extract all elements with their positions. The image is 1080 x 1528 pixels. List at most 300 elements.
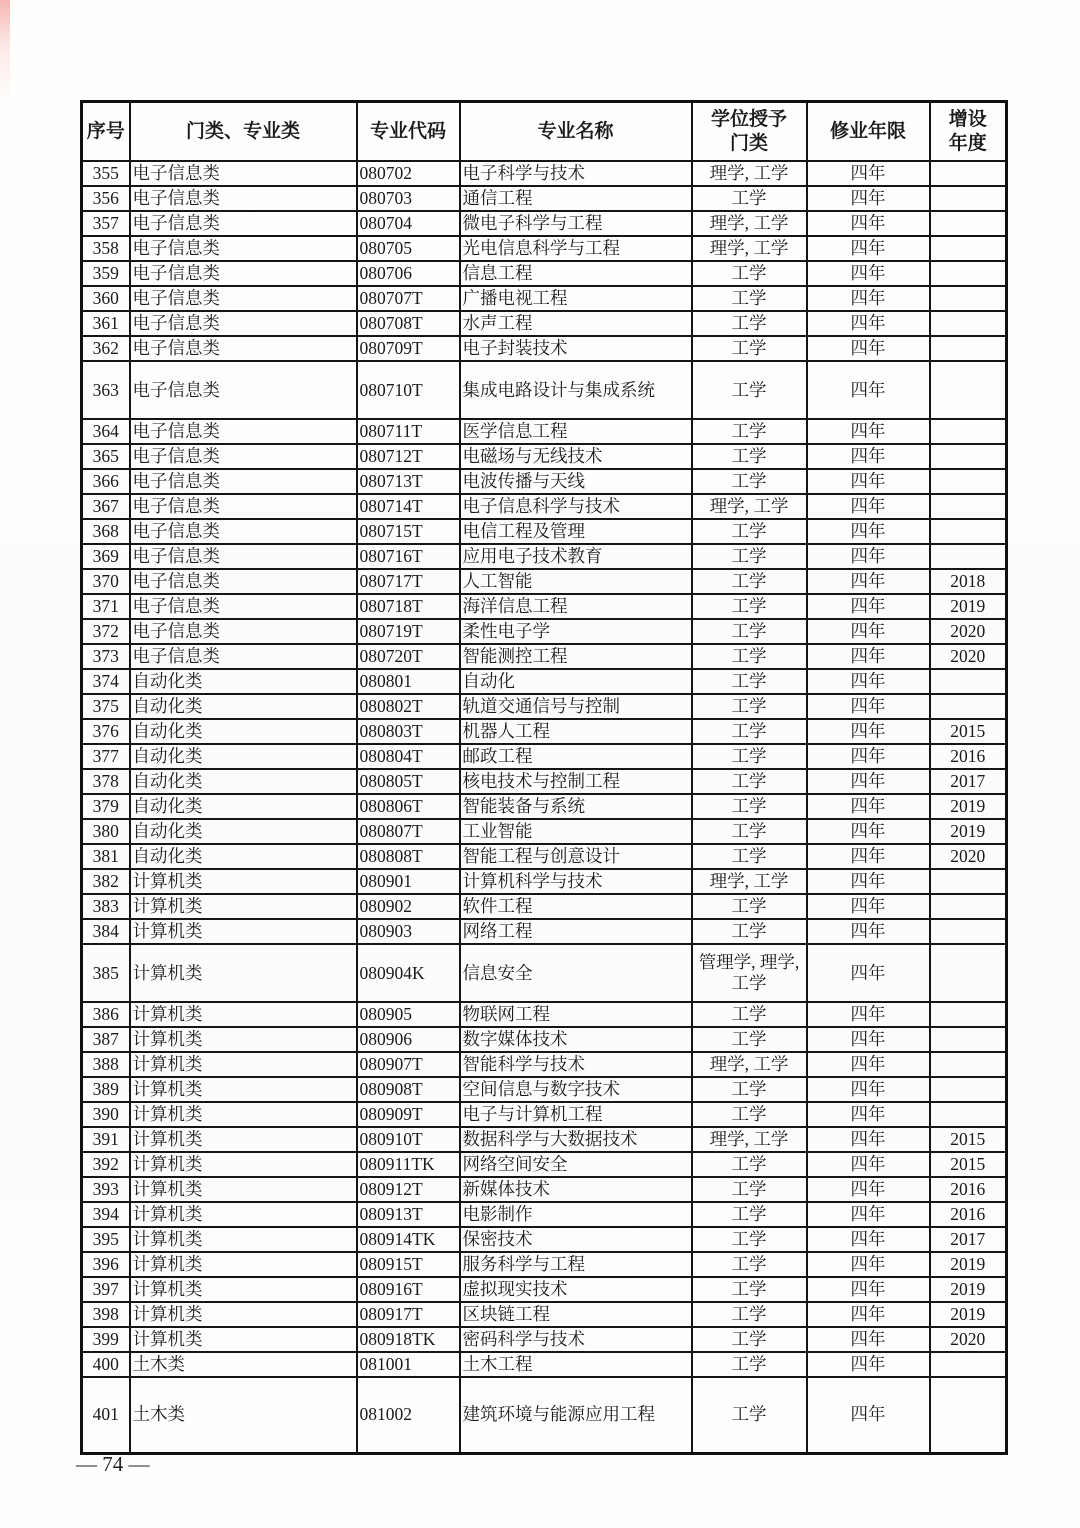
table-cell: 080903	[357, 919, 460, 944]
table-cell: 四年	[807, 944, 930, 1002]
table-cell: 四年	[807, 1027, 930, 1052]
table-cell: 管理学, 理学, 工学	[692, 944, 807, 1002]
table-row	[82, 161, 1007, 186]
table-cell: 信息工程	[460, 261, 692, 286]
table-cell: 自动化类	[130, 719, 357, 744]
table-cell: 080908T	[357, 1077, 460, 1102]
table-cell: 080904K	[357, 944, 460, 1002]
table-cell: 自动化类	[130, 794, 357, 819]
table-cell: 390	[82, 1102, 130, 1127]
table-cell: 375	[82, 694, 130, 719]
table-row	[82, 1252, 1007, 1277]
table-cell: 四年	[807, 669, 930, 694]
table-cell	[930, 1377, 1007, 1453]
table-cell: 保密技术	[460, 1227, 692, 1252]
table-row	[82, 1127, 1007, 1152]
table-cell: 区块链工程	[460, 1302, 692, 1327]
table-cell: 2016	[930, 1202, 1007, 1227]
table-cell: 电子信息类	[130, 186, 357, 211]
table-row	[82, 419, 1007, 444]
table-cell: 四年	[807, 1252, 930, 1277]
table-row	[82, 469, 1007, 494]
table-cell: 080708T	[357, 311, 460, 336]
table-cell: 391	[82, 1127, 130, 1152]
table-cell: 网络空间安全	[460, 1152, 692, 1177]
table-cell: 四年	[807, 236, 930, 261]
table-row	[82, 1177, 1007, 1202]
table-cell: 微电子科学与工程	[460, 211, 692, 236]
table-cell: 计算机类	[130, 1152, 357, 1177]
table-cell	[930, 419, 1007, 444]
table-cell: 四年	[807, 1227, 930, 1252]
table-cell	[930, 236, 1007, 261]
table-row	[82, 644, 1007, 669]
table-cell: 电影制作	[460, 1202, 692, 1227]
table-cell: 四年	[807, 1127, 930, 1152]
table-cell: 智能工程与创意设计	[460, 844, 692, 869]
table-cell: 080906	[357, 1027, 460, 1052]
header-cell-year-added: 增设年度	[930, 102, 1007, 162]
table-cell: 工学	[692, 1202, 807, 1227]
table-cell: 理学, 工学	[692, 494, 807, 519]
table-cell: 四年	[807, 519, 930, 544]
table-cell: 智能测控工程	[460, 644, 692, 669]
table-cell: 虚拟现实技术	[460, 1277, 692, 1302]
table-cell: 080712T	[357, 444, 460, 469]
table-cell	[930, 1102, 1007, 1127]
table-cell: 自动化类	[130, 819, 357, 844]
table-cell: 378	[82, 769, 130, 794]
table-cell	[930, 1027, 1007, 1052]
table-cell: 工学	[692, 1252, 807, 1277]
table-cell: 080720T	[357, 644, 460, 669]
page-number: — 74 —	[76, 1452, 150, 1476]
table-cell: 计算机科学与技术	[460, 869, 692, 894]
table-cell: 工学	[692, 444, 807, 469]
table-cell: 电子信息类	[130, 569, 357, 594]
table-cell: 四年	[807, 1202, 930, 1227]
table-cell: 计算机类	[130, 1252, 357, 1277]
table-cell: 360	[82, 286, 130, 311]
table-cell: 399	[82, 1327, 130, 1352]
table-cell: 080902	[357, 894, 460, 919]
table-row	[82, 1077, 1007, 1102]
table-cell: 080716T	[357, 544, 460, 569]
table-cell: 401	[82, 1377, 130, 1453]
table-cell	[930, 186, 1007, 211]
table-cell: 四年	[807, 361, 930, 419]
table-cell: 四年	[807, 1077, 930, 1102]
table-cell: 四年	[807, 1152, 930, 1177]
table-cell: 四年	[807, 494, 930, 519]
table-cell: 四年	[807, 469, 930, 494]
table-cell: 计算机类	[130, 1302, 357, 1327]
table-row	[82, 311, 1007, 336]
table-row	[82, 1027, 1007, 1052]
table-cell: 集成电路设计与集成系统	[460, 361, 692, 419]
table-row	[82, 1302, 1007, 1327]
table-cell: 建筑环境与能源应用工程	[460, 1377, 692, 1453]
table-cell: 388	[82, 1052, 130, 1077]
table-cell: 2018	[930, 569, 1007, 594]
table-cell: 机器人工程	[460, 719, 692, 744]
table-body	[82, 161, 1007, 1453]
table-cell: 080917T	[357, 1302, 460, 1327]
table-cell: 080704	[357, 211, 460, 236]
table-row	[82, 519, 1007, 544]
table-cell: 自动化类	[130, 669, 357, 694]
majors-table	[80, 100, 1008, 1455]
table-row	[82, 286, 1007, 311]
table-cell: 四年	[807, 186, 930, 211]
table-cell: 电子信息类	[130, 594, 357, 619]
header-cell-major-code: 专业代码	[357, 102, 460, 162]
table-cell: 四年	[807, 1052, 930, 1077]
table-cell: 工学	[692, 894, 807, 919]
table-cell: 土木类	[130, 1352, 357, 1377]
table-cell: 2019	[930, 819, 1007, 844]
table-cell: 工学	[692, 519, 807, 544]
table-row	[82, 794, 1007, 819]
table-cell	[930, 919, 1007, 944]
table-row	[82, 894, 1007, 919]
table-row	[82, 1102, 1007, 1127]
table-cell	[930, 1002, 1007, 1027]
table-cell: 电子科学与技术	[460, 161, 692, 186]
table-cell: 数字媒体技术	[460, 1027, 692, 1052]
table-cell: 自动化类	[130, 769, 357, 794]
table-cell: 080802T	[357, 694, 460, 719]
table-cell: 392	[82, 1152, 130, 1177]
header-cell-index: 序号	[82, 102, 130, 162]
table-cell	[930, 1352, 1007, 1377]
table-cell: 366	[82, 469, 130, 494]
table-cell: 理学, 工学	[692, 211, 807, 236]
table-cell: 2020	[930, 619, 1007, 644]
table-cell: 四年	[807, 444, 930, 469]
table-row	[82, 1352, 1007, 1377]
table-cell: 四年	[807, 286, 930, 311]
table-cell	[930, 161, 1007, 186]
table-row	[82, 694, 1007, 719]
table-cell: 电子信息类	[130, 419, 357, 444]
table-cell: 电子信息类	[130, 286, 357, 311]
table-cell	[930, 869, 1007, 894]
table-cell: 377	[82, 744, 130, 769]
table-cell	[930, 336, 1007, 361]
table-cell: 080804T	[357, 744, 460, 769]
table-row	[82, 336, 1007, 361]
table-cell: 382	[82, 869, 130, 894]
table-cell: 计算机类	[130, 1127, 357, 1152]
table-cell: 371	[82, 594, 130, 619]
table-cell: 电信工程及管理	[460, 519, 692, 544]
table-row	[82, 1227, 1007, 1252]
table-cell: 计算机类	[130, 869, 357, 894]
table-cell: 2020	[930, 1327, 1007, 1352]
table-cell: 四年	[807, 794, 930, 819]
table-cell: 电子信息类	[130, 161, 357, 186]
table-cell: 电波传播与天线	[460, 469, 692, 494]
table-row	[82, 1052, 1007, 1077]
table-cell: 380	[82, 819, 130, 844]
table-cell: 数据科学与大数据技术	[460, 1127, 692, 1152]
table-cell: 080905	[357, 1002, 460, 1027]
table-cell: 四年	[807, 1102, 930, 1127]
table-row	[82, 1202, 1007, 1227]
table-cell: 383	[82, 894, 130, 919]
table-row	[82, 769, 1007, 794]
table-cell: 355	[82, 161, 130, 186]
table-row	[82, 744, 1007, 769]
table-cell: 通信工程	[460, 186, 692, 211]
table-cell: 计算机类	[130, 919, 357, 944]
table-cell	[930, 669, 1007, 694]
table-cell: 土木类	[130, 1377, 357, 1453]
table-cell: 工学	[692, 1327, 807, 1352]
table-cell: 工业智能	[460, 819, 692, 844]
table-row	[82, 569, 1007, 594]
table-cell: 工学	[692, 594, 807, 619]
table-cell: 理学, 工学	[692, 236, 807, 261]
table-cell: 398	[82, 1302, 130, 1327]
table-cell: 电子信息类	[130, 519, 357, 544]
table-cell: 363	[82, 361, 130, 419]
table-cell: 080911TK	[357, 1152, 460, 1177]
table-cell: 工学	[692, 1302, 807, 1327]
table-row	[82, 211, 1007, 236]
table-row	[82, 594, 1007, 619]
table-cell: 计算机类	[130, 1052, 357, 1077]
table-cell: 080901	[357, 869, 460, 894]
table-cell: 394	[82, 1202, 130, 1227]
table-cell: 新媒体技术	[460, 1177, 692, 1202]
table-cell: 电子信息类	[130, 644, 357, 669]
table-cell: 计算机类	[130, 1277, 357, 1302]
table-cell: 080805T	[357, 769, 460, 794]
table-cell: 四年	[807, 1352, 930, 1377]
table-row	[82, 186, 1007, 211]
table-cell: 374	[82, 669, 130, 694]
table-row	[82, 844, 1007, 869]
table-cell: 379	[82, 794, 130, 819]
table-cell: 空间信息与数字技术	[460, 1077, 692, 1102]
table-cell: 080709T	[357, 336, 460, 361]
table-row	[82, 444, 1007, 469]
table-cell: 柔性电子学	[460, 619, 692, 644]
table-cell: 364	[82, 419, 130, 444]
table-row	[82, 719, 1007, 744]
table-cell: 工学	[692, 919, 807, 944]
table-cell	[930, 519, 1007, 544]
table-row	[82, 669, 1007, 694]
table-row	[82, 819, 1007, 844]
table-cell: 393	[82, 1177, 130, 1202]
table-row	[82, 869, 1007, 894]
table-cell: 2017	[930, 769, 1007, 794]
header-row	[82, 102, 1007, 162]
table-row	[82, 1327, 1007, 1352]
table-cell: 工学	[692, 1227, 807, 1252]
header-cell-degree-category: 学位授予门类	[692, 102, 807, 162]
table-cell: 080907T	[357, 1052, 460, 1077]
table-cell: 工学	[692, 419, 807, 444]
table-cell	[930, 469, 1007, 494]
table-cell	[930, 1077, 1007, 1102]
table-cell	[930, 1052, 1007, 1077]
table-cell: 2016	[930, 1177, 1007, 1202]
table-cell: 080719T	[357, 619, 460, 644]
table-cell: 计算机类	[130, 1227, 357, 1252]
table-cell: 080711T	[357, 419, 460, 444]
table-cell: 080706	[357, 261, 460, 286]
table-cell: 2020	[930, 844, 1007, 869]
table-row	[82, 1152, 1007, 1177]
table-cell: 工学	[692, 819, 807, 844]
table-cell: 工学	[692, 261, 807, 286]
table-cell: 工学	[692, 1277, 807, 1302]
table-cell: 四年	[807, 311, 930, 336]
table-cell	[930, 544, 1007, 569]
table-cell: 2019	[930, 1252, 1007, 1277]
table-cell: 服务科学与工程	[460, 1252, 692, 1277]
table-row	[82, 261, 1007, 286]
table-cell: 376	[82, 719, 130, 744]
table-cell: 369	[82, 544, 130, 569]
table-cell: 工学	[692, 469, 807, 494]
table-cell: 海洋信息工程	[460, 594, 692, 619]
table-cell: 广播电视工程	[460, 286, 692, 311]
table-cell: 2020	[930, 644, 1007, 669]
table-cell: 四年	[807, 336, 930, 361]
table-cell: 工学	[692, 1102, 807, 1127]
table-cell: 080707T	[357, 286, 460, 311]
table-row	[82, 1277, 1007, 1302]
table-cell: 080807T	[357, 819, 460, 844]
table-cell: 2019	[930, 594, 1007, 619]
table-cell: 电子信息类	[130, 236, 357, 261]
table-cell: 工学	[692, 769, 807, 794]
table-cell: 2019	[930, 1277, 1007, 1302]
table-cell: 四年	[807, 644, 930, 669]
table-cell: 385	[82, 944, 130, 1002]
table-cell: 080705	[357, 236, 460, 261]
table-cell: 080801	[357, 669, 460, 694]
table-cell: 080703	[357, 186, 460, 211]
table-cell: 理学, 工学	[692, 869, 807, 894]
table-cell: 四年	[807, 1302, 930, 1327]
table-cell: 电子与计算机工程	[460, 1102, 692, 1127]
table-cell: 384	[82, 919, 130, 944]
table-cell: 080702	[357, 161, 460, 186]
table-cell: 密码科学与技术	[460, 1327, 692, 1352]
table-cell: 386	[82, 1002, 130, 1027]
table-cell: 工学	[692, 744, 807, 769]
table-row	[82, 494, 1007, 519]
table-cell: 电子信息类	[130, 336, 357, 361]
table-cell: 电子信息类	[130, 311, 357, 336]
table-cell: 电子信息类	[130, 261, 357, 286]
table-cell: 372	[82, 619, 130, 644]
table-cell: 计算机类	[130, 1077, 357, 1102]
table-cell: 人工智能	[460, 569, 692, 594]
table-cell: 2015	[930, 1152, 1007, 1177]
table-cell: 四年	[807, 1002, 930, 1027]
header-cell-duration: 修业年限	[807, 102, 930, 162]
table-cell	[930, 261, 1007, 286]
table-cell: 四年	[807, 869, 930, 894]
table-cell: 389	[82, 1077, 130, 1102]
table-cell: 计算机类	[130, 944, 357, 1002]
table-cell: 361	[82, 311, 130, 336]
table-cell: 358	[82, 236, 130, 261]
table-cell: 四年	[807, 211, 930, 236]
scan-artifact	[0, 0, 10, 100]
table-cell: 光电信息科学与工程	[460, 236, 692, 261]
table-cell: 工学	[692, 1027, 807, 1052]
table-cell: 计算机类	[130, 894, 357, 919]
table-cell: 2019	[930, 1302, 1007, 1327]
table-cell: 四年	[807, 544, 930, 569]
table-cell: 080714T	[357, 494, 460, 519]
table-cell: 邮政工程	[460, 744, 692, 769]
table-cell: 信息安全	[460, 944, 692, 1002]
table-cell: 四年	[807, 261, 930, 286]
table-cell: 工学	[692, 844, 807, 869]
table-cell: 核电技术与控制工程	[460, 769, 692, 794]
table-cell: 2019	[930, 794, 1007, 819]
table-cell: 080715T	[357, 519, 460, 544]
table-cell: 工学	[692, 1377, 807, 1453]
table-cell: 电子信息科学与技术	[460, 494, 692, 519]
table-row	[82, 619, 1007, 644]
table-cell: 四年	[807, 1277, 930, 1302]
table-cell: 080909T	[357, 1102, 460, 1127]
table-cell: 2016	[930, 744, 1007, 769]
table-cell: 365	[82, 444, 130, 469]
table-cell	[930, 694, 1007, 719]
table-header	[82, 102, 1007, 162]
table-cell: 373	[82, 644, 130, 669]
table-cell: 080713T	[357, 469, 460, 494]
table-cell: 理学, 工学	[692, 1052, 807, 1077]
table-cell: 080915T	[357, 1252, 460, 1277]
table-cell: 应用电子技术教育	[460, 544, 692, 569]
table-cell: 软件工程	[460, 894, 692, 919]
table-cell: 080808T	[357, 844, 460, 869]
table-cell: 工学	[692, 1177, 807, 1202]
table-cell: 四年	[807, 1377, 930, 1453]
table-cell: 080717T	[357, 569, 460, 594]
table-cell	[930, 944, 1007, 1002]
table-cell: 370	[82, 569, 130, 594]
table-cell: 土木工程	[460, 1352, 692, 1377]
table-cell: 工学	[692, 644, 807, 669]
table-cell: 工学	[692, 569, 807, 594]
table-cell: 计算机类	[130, 1202, 357, 1227]
table-cell	[930, 444, 1007, 469]
table-cell: 工学	[692, 186, 807, 211]
table-cell: 电子信息类	[130, 469, 357, 494]
table-cell: 网络工程	[460, 919, 692, 944]
table-cell: 计算机类	[130, 1002, 357, 1027]
table-cell: 电子信息类	[130, 494, 357, 519]
header-cell-category: 门类、专业类	[130, 102, 357, 162]
table-cell: 080803T	[357, 719, 460, 744]
table-row	[82, 919, 1007, 944]
table-row	[82, 361, 1007, 419]
table-cell: 计算机类	[130, 1327, 357, 1352]
